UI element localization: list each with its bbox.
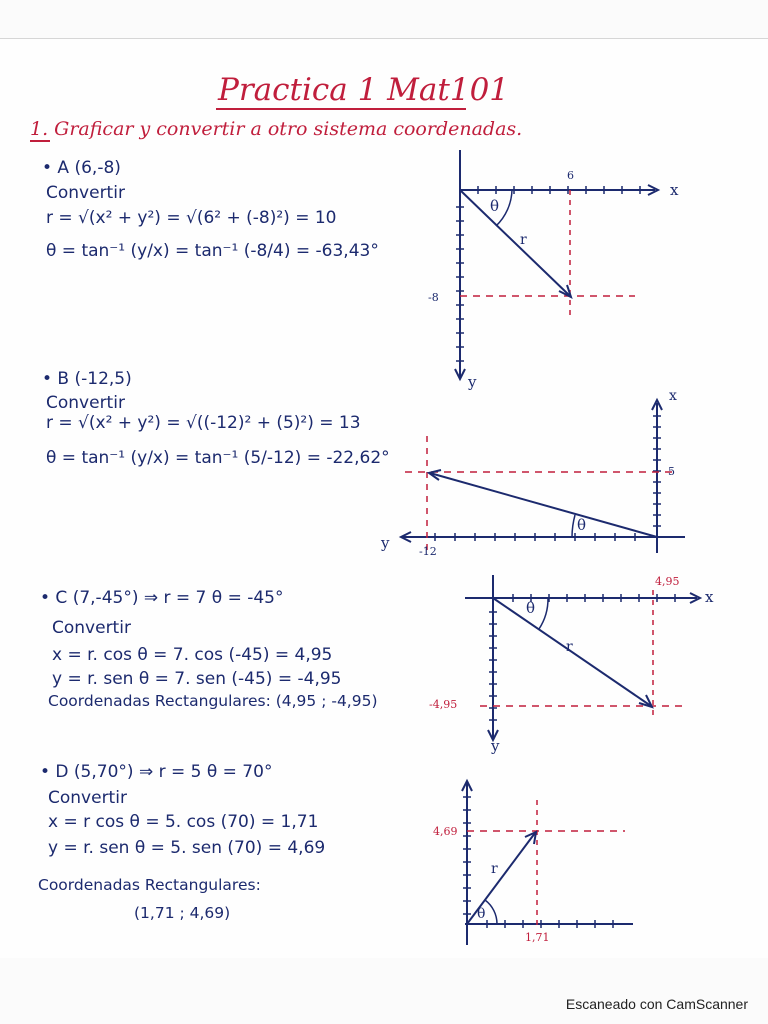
graph-a-y-axis bbox=[455, 150, 465, 379]
problem-c-x-equation: x = r. cos θ = 7. cos (-45) = 4,95 bbox=[52, 645, 333, 665]
graph-b-y-tick-label: 5 bbox=[668, 465, 675, 478]
graph-c-vector-arrowhead bbox=[639, 695, 652, 707]
graph-a bbox=[420, 145, 690, 395]
graph-c-theta: θ bbox=[526, 599, 536, 617]
graph-c bbox=[425, 570, 725, 755]
problem-b-point: • B (-12,5) bbox=[42, 369, 132, 389]
graph-a-x-axis-label: x bbox=[670, 181, 679, 199]
graph-a-y-tick-label: -8 bbox=[428, 291, 439, 304]
graph-a-x-tick-label: 6 bbox=[567, 169, 574, 182]
problem-c-point: • C (7,-45°) ⇒ r = 7 θ = -45° bbox=[40, 588, 284, 608]
problem-a-convert: Convertir bbox=[46, 183, 125, 203]
graph-d-theta: θ bbox=[477, 906, 486, 922]
graph-c-x-tick-label: 4,95 bbox=[655, 575, 680, 588]
problem-b-r-equation: r = √(x² + y²) = √((-12)² + (5)²) = 13 bbox=[46, 413, 361, 433]
problem-b-theta-equation: θ = tan⁻¹ (y/x) = tan⁻¹ (5/-12) = -22,62° bbox=[46, 448, 390, 468]
graph-b-vector bbox=[430, 473, 657, 537]
problem-d-x-equation: x = r cos θ = 5. cos (70) = 1,71 bbox=[48, 812, 319, 832]
heading-underline bbox=[30, 140, 50, 142]
graph-d-x-tick-label: 1,71 bbox=[525, 931, 550, 944]
graph-c-x-axis-label: x bbox=[705, 588, 714, 606]
scanner-watermark: Escaneado con CamScanner bbox=[565, 996, 748, 1012]
problem-d-point: • D (5,70°) ⇒ r = 5 θ = 70° bbox=[40, 762, 273, 782]
graph-b-x-axis bbox=[652, 400, 662, 553]
graph-c-y-axis-label: y bbox=[491, 737, 500, 755]
problem-d-y-equation: y = r. sen θ = 5. sen (70) = 4,69 bbox=[48, 838, 326, 858]
graph-c-r-label: r bbox=[566, 639, 573, 655]
page-title: Practica 1 Mat101 bbox=[218, 72, 510, 108]
problem-d-convert: Convertir bbox=[48, 788, 127, 808]
paper-edge bbox=[0, 38, 768, 39]
graph-d-y-tick-label: 4,69 bbox=[433, 825, 458, 838]
graph-d-r-label: r bbox=[491, 861, 498, 877]
graph-a-theta: θ bbox=[490, 197, 500, 215]
section-heading: 1. Graficar y convertir a otro sistema coordenadas. bbox=[30, 118, 523, 140]
graph-b-x-tick-label: -12 bbox=[419, 545, 437, 558]
problem-a-r-equation: r = √(x² + y²) = √(6² + (-8)²) = 10 bbox=[46, 208, 337, 228]
graph-c-angle-arc bbox=[539, 598, 548, 629]
graph-d bbox=[425, 775, 655, 950]
problem-a-theta-equation: θ = tan⁻¹ (y/x) = tan⁻¹ (-8/4) = -63,43° bbox=[46, 241, 379, 261]
graph-a-r-label: r bbox=[520, 232, 527, 248]
title-underline bbox=[216, 108, 466, 110]
graph-b bbox=[375, 388, 695, 563]
problem-c-y-equation: y = r. sen θ = 7. sen (-45) = -4,95 bbox=[52, 669, 342, 689]
problem-c-rectangular: Coordenadas Rectangulares: (4,95 ; -4,95) bbox=[48, 692, 378, 710]
graph-a-y-axis-label: y bbox=[468, 373, 477, 391]
graph-a-vector bbox=[460, 190, 570, 296]
problem-b-convert: Convertir bbox=[46, 393, 125, 413]
graph-a-x-axis bbox=[460, 185, 658, 195]
graph-b-theta: θ bbox=[577, 516, 587, 534]
graph-c-x-axis bbox=[465, 593, 700, 603]
problem-a-point: • A (6,-8) bbox=[42, 158, 121, 178]
problem-d-result: (1,71 ; 4,69) bbox=[134, 904, 231, 922]
graph-c-y-tick-label: -4,95 bbox=[429, 698, 458, 711]
problem-c-convert: Convertir bbox=[52, 618, 131, 638]
graph-b-y-axis-label: y bbox=[381, 534, 390, 552]
problem-d-rectangular: Coordenadas Rectangulares: bbox=[38, 876, 261, 894]
graph-b-x-axis-label: x bbox=[669, 388, 677, 404]
